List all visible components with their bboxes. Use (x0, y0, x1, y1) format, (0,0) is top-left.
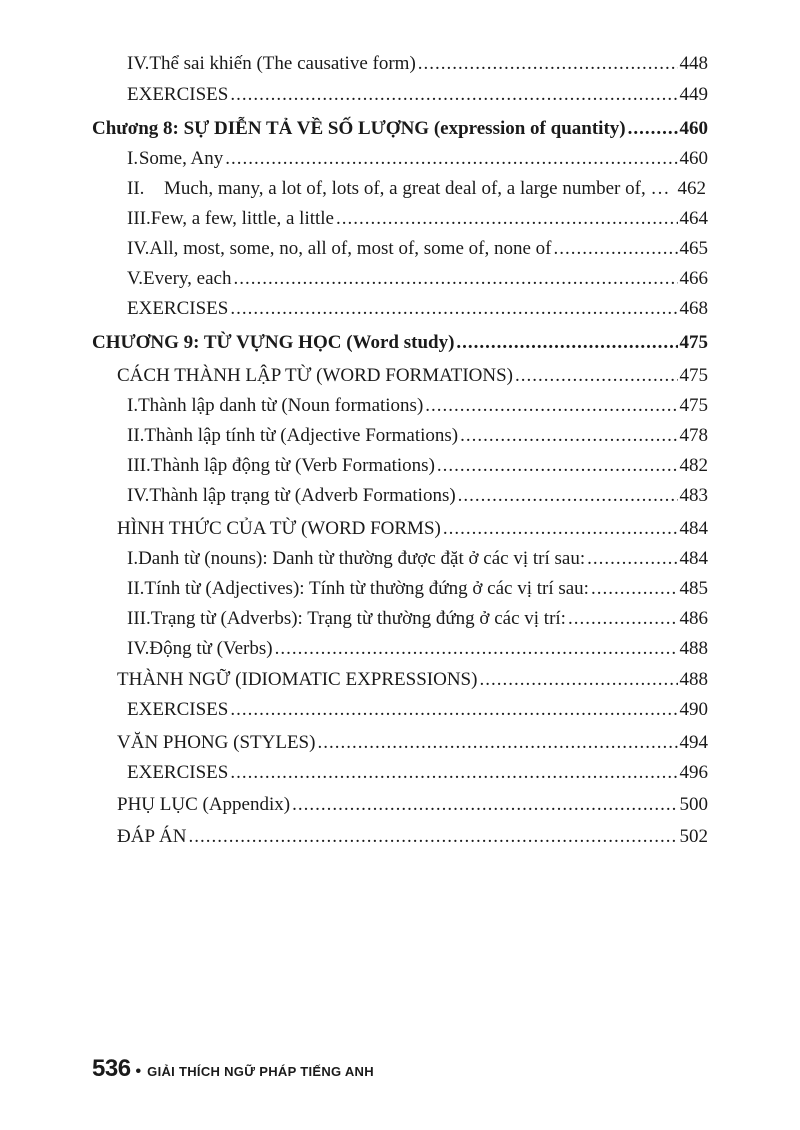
toc-entry-page: 460 (679, 118, 708, 139)
toc-entry (117, 825, 708, 849)
toc-entry-numeral: IV. (127, 638, 150, 659)
dot-leader (568, 607, 678, 631)
dot-leader (275, 637, 678, 661)
toc-entry (127, 484, 708, 508)
toc-entry (127, 761, 708, 785)
toc-entry-page: 485 (679, 578, 708, 599)
toc-entry-numeral: I. (127, 148, 139, 169)
toc-entry-page: 486 (679, 608, 708, 629)
toc-entry-page: 478 (679, 425, 708, 446)
toc-entry-page: 475 (679, 332, 708, 353)
toc-entry-title: EXERCISES (127, 84, 229, 105)
toc-entry-title: Thành lập trạng từ (Adverb Formations) (149, 485, 456, 506)
toc-entry (92, 331, 708, 355)
toc-entry-title: All, most, some, no, all of, most of, some of, none of (149, 238, 552, 259)
dot-leader (587, 547, 677, 571)
dot-leader (230, 297, 677, 321)
toc-entry-page: 488 (679, 638, 708, 659)
toc-entry (127, 297, 708, 321)
dot-leader (292, 793, 677, 817)
toc-entry (127, 454, 708, 478)
toc-entry-numeral: III. (127, 208, 151, 229)
toc-entry (117, 364, 708, 388)
page-number: 536 (92, 1055, 131, 1082)
toc-entry-title: Much, many, a lot of, lots of, a great deal of, a large number of, … (164, 178, 670, 199)
toc-entry-numeral: I. (127, 395, 139, 416)
dot-leader (479, 668, 677, 692)
toc-entry-title: CÁCH THÀNH LẬP TỪ (WORD FORMATIONS) (117, 365, 513, 386)
toc-entry (117, 793, 708, 817)
toc-entry-page: 449 (679, 84, 708, 105)
dot-leader (230, 83, 677, 107)
toc-entry-page: 494 (679, 732, 708, 753)
toc-entry-page: 490 (679, 699, 708, 720)
toc-entry-page: 488 (679, 669, 708, 690)
toc-entry-title: Tính từ (Adjectives): Tính từ thường đứng ở các vị trí sau: (144, 578, 589, 599)
toc-entry (127, 698, 708, 722)
toc-entry-title: Thành lập động từ (Verb Formations) (150, 455, 435, 476)
toc-entry (127, 237, 708, 261)
toc-entry-title: THÀNH NGỮ (IDIOMATIC EXPRESSIONS) (117, 669, 478, 690)
toc-entry-page: 465 (679, 238, 708, 259)
dot-leader (425, 394, 677, 418)
toc-entry-page: 466 (679, 268, 708, 289)
dot-leader (317, 731, 677, 755)
dot-leader (554, 237, 678, 261)
toc-entry-page: 484 (679, 548, 708, 569)
toc-entry-numeral: III. (127, 608, 151, 629)
toc-entry (127, 394, 708, 418)
dot-leader (591, 577, 678, 601)
toc-entry (127, 637, 708, 661)
dot-leader (628, 117, 678, 141)
toc-entry (117, 517, 708, 541)
toc-entry-page: 483 (679, 485, 708, 506)
dot-leader (460, 424, 677, 448)
toc-entry-numeral: IV. (127, 238, 150, 259)
toc-entry-title: ĐÁP ÁN (117, 826, 187, 847)
page-footer (92, 1055, 374, 1083)
toc-entry-page: 462 (677, 178, 706, 199)
toc-entry (127, 607, 708, 631)
toc-entry-title: Thành lập danh từ (Noun formations) (138, 395, 424, 416)
toc-entry-numeral: II. (127, 178, 145, 199)
toc-entry-numeral: IV. (127, 485, 150, 506)
toc-entry-title: EXERCISES (127, 762, 229, 783)
toc-entry (92, 117, 708, 141)
toc-entry (127, 424, 708, 448)
toc-entry-title: EXERCISES (127, 298, 229, 319)
toc-entry-title: Danh từ (nouns): Danh từ thường được đặt ở các vị trí sau: (138, 548, 586, 569)
footer-bullet: • (135, 1063, 142, 1080)
toc-entry-title: EXERCISES (127, 699, 229, 720)
dot-leader (515, 364, 678, 388)
toc-entry-page: 460 (679, 148, 708, 169)
dot-leader (456, 331, 677, 355)
toc-entry-numeral: IV. (127, 53, 150, 74)
dot-leader (230, 698, 677, 722)
toc-entry-page: 464 (679, 208, 708, 229)
toc-entry-numeral: V. (127, 268, 144, 289)
toc-entry (127, 207, 708, 231)
book-title: GIẢI THÍCH NGỮ PHÁP TIẾNG ANH (147, 1064, 374, 1079)
toc-entry (127, 83, 708, 107)
toc-entry-numeral: III. (127, 455, 151, 476)
toc-entry (127, 147, 708, 171)
toc-entry-page: 475 (679, 395, 708, 416)
dot-leader (189, 825, 678, 849)
dot-leader (336, 207, 678, 231)
toc-entry-title: Động từ (Verbs) (149, 638, 273, 659)
toc-entry (127, 267, 708, 291)
toc-entry (117, 731, 708, 755)
toc-entry-page: 468 (679, 298, 708, 319)
toc-entry (117, 668, 708, 692)
toc-entry-numeral: II. (127, 578, 145, 599)
toc-entry-numeral: II. (127, 425, 145, 446)
toc-entry-title: VĂN PHONG (STYLES) (117, 732, 316, 753)
toc-entry (127, 177, 708, 201)
toc-entry-title: CHƯƠNG 9: TỪ VỰNG HỌC (Word study) (92, 332, 455, 353)
toc-entry-title: HÌNH THỨC CỦA TỪ (WORD FORMS) (117, 518, 441, 539)
toc-entry-title: Thể sai khiến (The causative form) (149, 53, 416, 74)
dot-leader (458, 484, 678, 508)
toc-entry (127, 547, 708, 571)
dot-leader (225, 147, 677, 171)
toc-entry (127, 52, 708, 76)
toc-entry-page: 482 (679, 455, 708, 476)
dot-leader (418, 52, 678, 76)
toc-entry-page: 484 (679, 518, 708, 539)
toc-entry-page: 496 (679, 762, 708, 783)
toc-entry-title: Some, Any (138, 148, 224, 169)
dot-leader (233, 267, 677, 291)
toc-entry-page: 502 (679, 826, 708, 847)
toc-entry-page: 500 (679, 794, 708, 815)
dot-leader (230, 761, 677, 785)
toc-entry-title: Every, each (143, 268, 232, 289)
toc-entry-numeral: I. (127, 548, 139, 569)
toc-entry-title: PHỤ LỤC (Appendix) (117, 794, 291, 815)
toc-entry-title: Few, a few, little, a little (150, 208, 334, 229)
toc-entry-page: 475 (679, 365, 708, 386)
toc-entry-title: Chương 8: SỰ DIỄN TẢ VỀ SỐ LƯỢNG (expression of quantity) (92, 118, 626, 139)
dot-leader (437, 454, 678, 478)
toc-entry-title: Trạng từ (Adverbs): Trạng từ thường đứng ở các vị trí: (150, 608, 566, 629)
toc-entry-page: 448 (679, 53, 708, 74)
toc-entry-title: Thành lập tính từ (Adjective Formations) (144, 425, 459, 446)
toc-entry (127, 577, 708, 601)
dot-leader (443, 517, 678, 541)
